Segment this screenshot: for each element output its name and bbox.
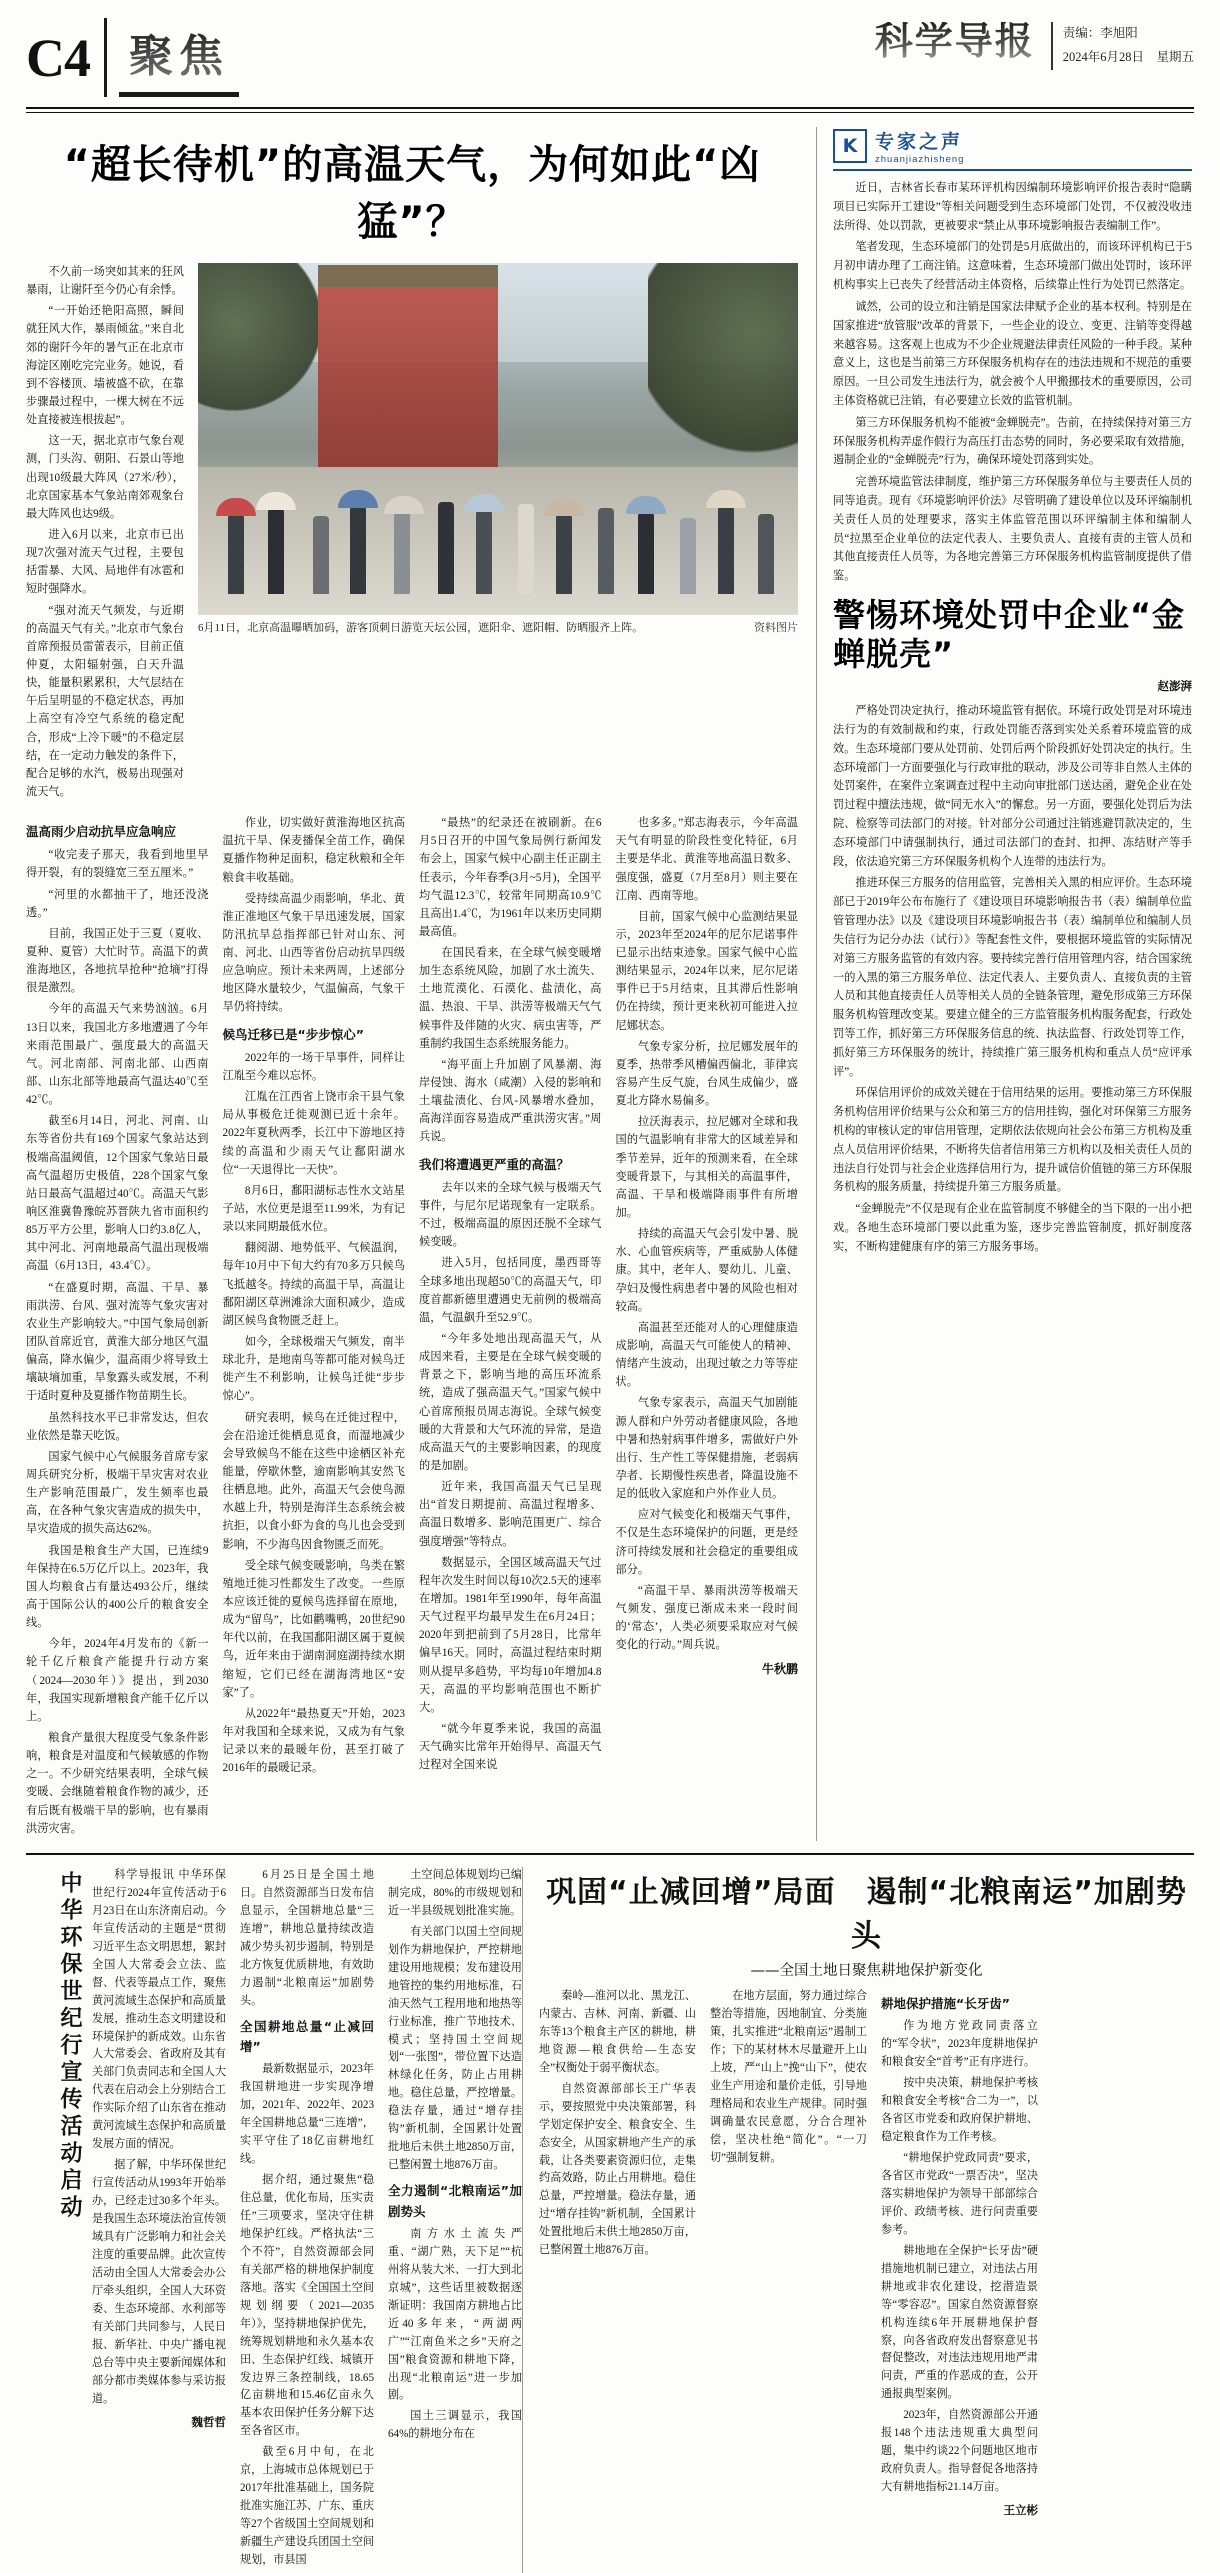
crowd-person — [518, 504, 534, 594]
paragraph: 气象专家分析，拉尼娜发展年的夏季，热带季风槽偏西偏北，菲律宾容易产生反气旋，台风生成偏少，盛夏北方降水易偏多。 — [615, 1040, 798, 1108]
expert-voice-header — [833, 127, 1192, 171]
paragraph: 自然资源部部长王广华表示，要按照党中央决策部署，科学划定保护安全、粮食安全、生态安全，从国家耕地产生产的承载，让各类要素资源归位，走集约高效路，防止占用耕地。稳住总量，严控增量。稳法存量，通过“增存挂钩”新机制，全国累计处置批地后未供土地2850万亩，已整闲置土地876万亩。 — [539, 2082, 696, 2257]
paragraph: “金蝉脱壳”不仅是现有企业在监管制度不够健全的当下限的一出小把戏。各地生态环境部门要以此重为鉴，逐步完善监管制度，抓好制度落实，不断构建健康有序的第三方服务事场。 — [833, 1203, 1192, 1253]
paragraph: 气象专家表示，高温天气加剧能源人群和户外劳动者健康风险，各地中暑和热射病事件增多，需做好户外出行、生产性工等保健措施，老弱病孕者、长期慢性疾患者，降温设施不足的低收入家庭和户外作业人员。 — [615, 1397, 798, 1501]
feature-column-2 — [223, 814, 406, 1841]
paragraph: 诚然，公司的设立和注销是国家法律赋予企业的基本权利。特别是在国家推进“放管服”改革的背景下，一些企业的设立、变更、注销等变得越来越容易。这客观上也成为不少企业规避法律责任风险的一种手段。某种意义上，这也是当前第三方环保服务机构存在的违法违规和不规范的重要原因。一旦公司发生违法行为，就会被个人甲搬挪技术的重要原因，公司主体资格就已注销，有必要建立长效的监管机制。 — [833, 300, 1192, 407]
right-column — [816, 127, 1192, 1841]
paragraph: 2023年，自然资源部公开通报148个违法违规重大典型问题，集中约谈22个问题地区地市政府负责人。指导督促各地落持大有耕地指标21.14万亩。 — [881, 2409, 1038, 2494]
bottom-right-column-2 — [710, 1988, 867, 2520]
feature-headline: “超长待机”的高温天气，为何如此“凶猛”？ — [63, 142, 761, 245]
bottom-right-headline: 巩固“止减回增”局面 遏制“北粮南运”加剧势头 — [546, 1874, 1187, 1954]
crowd-person — [718, 506, 734, 594]
paragraph: 目前，我国正处于三夏（夏收、夏种、夏管）大忙时节。高温下的黄淮海地区，各地抗旱抢种“抢墒”打得很是激烈。 — [26, 927, 209, 995]
paragraph: 今年，2024年4月发布的《新一轮千亿斤粮食产能提升行动方案（2024—2030年）》提出，到2030年，我国实现新增粮食产能千亿斤以上。 — [26, 1638, 209, 1723]
feature-photo — [198, 263, 798, 615]
paragraph: 笔者发现，生态环境部门的处罚是5月底做出的，而该环评机构已于5月初申请办理了工商注销。这意味着，生态环境部门做出处罚时，该环评机构事实上已丧失了经营活动主体资格，后续靠止性行为处罚已然落定。 — [833, 241, 1192, 292]
paragraph: 也多多。”郑志海表示，今年高温天气有明显的阶段性变化特征，6月主要是华北、黄淮等地高温日数多、强度强，盛夏（7月至8月）则主要在江南、西南等地。 — [615, 817, 798, 902]
expert-headline: 警惕环境处罚中企业“金蝉脱壳” — [833, 596, 1186, 674]
paragraph: 严格处罚决定执行，推动环境监管有据依。环境行政处罚是对环境违法行为的有效制裁和约束，行政处罚能否落到实处关系着环境监管的成效。生态环境部门要从处罚前、处罚后两个阶段抓好处罚决定的执行。生态环境部门一方面要强化与行政审批的联动，涉及公司等非自然人主体的处罚案件，在案件立案调查过程中主动向审批部门送达函，避免企业在处罚过程中擅法违规，做“同无水入”的懈怠。另一方面，要强化处罚后为法院、检察等司法部门的对接。针对部分公司通过注销逃避罚款决定的，生态环境部门中请强制执行，通过司法部门的查封、扣押、冻结财产等手段，依法追究第三方环保服务机构个人连带的违法行为。 — [833, 705, 1192, 868]
feature-column-1b — [26, 814, 209, 1841]
bottom-right-column-3 — [881, 1988, 1038, 2520]
masthead-right — [875, 18, 1194, 70]
paragraph: 推进环保三方服务的信用监管，完善相关入黑的相应评价。生态环境部已于2019年公布布施行了《建设项目环境影响报告书（表）编制单位监管管理办法》以及《建设项目环境影响报告书（表）编制单位和编制人员失信行为记分办法（试行）》等配套性文件，要根据环境监管的实际情况对第三方服务监管的有效内容。要持续完善行信用管理内容，结合国家统一的入黑的第三方服务单位、法定代表人、主要负责人、直接负责的主管人员和其他直接责任人员等相关人员的全链条管理，避免形成第三方环保服务机构管理改变某。要建立健全的三方监管服务机构服务配套，行政处罚等工作，抓好第三方环保服务信息的统、执法监督、行政处罚等工作，抓好第三方环保服务的统计，持续推广第三服务机构和重点人员“应评承评”。 — [833, 877, 1192, 1078]
bottom-right-columns — [539, 1988, 1194, 2520]
paragraph: 受持续高温少雨影响，华北、黄淮正准地区气象干旱迅速发展，国家防汛抗旱总指挥部已针对山东、河南、河北、山西等省份启动抗旱四级应急响应。预计未来两周，上述部分地区降水量较少，气温偏高，气象干旱仍将持续。 — [222, 892, 405, 1014]
crowd-person — [598, 508, 614, 594]
paragraph: 今年的高温天气来势汹汹。6月13日以来，我国北方多地遭遇了今年来雨范围最广、强度最大的高温天气。河北南部、河南北部、山西南部、山东北部等地最高气温达40℃至42℃。 — [26, 1003, 209, 1107]
crowd-umbrella — [384, 496, 424, 514]
bottom-left-author: 魏哲哲 — [191, 2414, 226, 2429]
crowd-person — [228, 514, 244, 594]
crowd-person — [638, 512, 654, 594]
paragraph: “在盛夏时期，高温、干旱、暴雨洪涝、台风、强对流等气象灾害对农业生产影响较大。”中国气象局创新团队首席近官，黄淮大部分地区气温偏高，降水偏少，温高雨少将导致土壤缺墒加重，旱象露头或发展，不利于适时夏种及夏播作物苗期生长。 — [26, 1281, 209, 1403]
feature-subhead-3: 我们将遭遇更严重的高温？ — [419, 1156, 570, 1172]
paragraph: 持续的高温天气会引发中暑、脱水、心血管疾病等，严重威胁人体健康。其中，老年人、婴幼儿、儿童、孕妇及慢性病患者中暑的风险也相对较高。 — [615, 1228, 798, 1313]
paragraph: 去年以来的全球气候与极端天气事件，与尼尔尼诺现象有一定联系。不过，极端高温的原因还脱不全球气候变暖。 — [419, 1181, 602, 1249]
paragraph: “高温干旱、暴雨洪涝等极端天气频发、强度已渐成未来一段时间的‘常态’，人类必须要采取应对气候变化的行动。”周兵说。 — [615, 1584, 798, 1652]
paragraph: 如今，全球极端天气频发，南半球北升，是地南鸟等都可能对候鸟迁徙产生不利影响，让候鸟迁徙“步步惊心”。 — [222, 1335, 405, 1403]
paragraph: 作业，切实做好黄淮海地区抗高温抗干旱、保麦播保全苗工作，确保夏播作物种足面积，稳定秋粮和全年粮食丰收基础。 — [222, 817, 405, 884]
weekday-text: 星期五 — [1156, 49, 1194, 64]
crowd-person — [556, 514, 572, 594]
paragraph: 目前，国家气候中心监测结果显示，2023年至2024年的尼尔尼诺事件已显示出结束迹象。国家气候中心监测结果显示，2024年以来，尼尔尼诺事件已于5月结束，且其滞后性影响仍在持续，预计更来秋初可能进入拉尼娜状态。 — [615, 910, 798, 1032]
paragraph: 进入6月以来，北京市已出现7次强对流天气过程，主要包括雷暴、大风、局地伴有冰雹和短时强降水。 — [26, 528, 184, 596]
crowd-person — [438, 502, 454, 594]
left-column — [26, 127, 816, 1841]
paragraph: 南方水土流失严重、“湖广熟，天下足”“杭州将从装大米、一打大到北京城”，这些话里被数据逐渐证明：我国南方耕地占比近40多年来，“两湖两广”“江南鱼米之乡”天府之国”粮食资源和耕地下降，出现“北粮南运”进一步加剧。 — [388, 2227, 522, 2402]
feature-byline: 牛秋鹏 — [761, 1662, 798, 1677]
paragraph: 据介绍，通过聚焦“稳住总量，优化布局，压实责任”三项要求，坚决守住耕地保护红线。严格执法“三个不符”，自然资源部会同有关部严格的耕地保护制度落地。落实《全国国土空间规划纲要（2021—2035年）》，坚持耕地保护优先，统筹规划耕地和永久基本农田、生态保护红线、城镇开发边界三条控制线，18.65亿亩耕地和15.46亿亩永久基本农田保护任务分解下达至各省区市。 — [240, 2173, 374, 2438]
crowd-umbrella — [256, 492, 296, 510]
crowd-umbrella — [216, 498, 256, 516]
paragraph: 有关部门以国土空间规划作为耕地保护，严控耕地建设用地规模；发布建设用地管控的集约用地标准，石油天然气工程用地和地热等行业标准，推广节地技术、模式；坚持国土空间规划“一张图”，带位置下达造林绿化任务，防止占用耕地。稳住总量，严控增量。稳法存量，通过“增存挂钩”新机制，全国累计处置批地后未供土地2850万亩，已整闲置土地876万亩。 — [388, 1925, 522, 2172]
expert-author: 赵澎湃 — [1157, 679, 1192, 694]
bottom-subhead-2: 全力遏制“北粮南运”加剧势头 — [388, 2183, 522, 2219]
bottom-right-subhead-2: 耕地保护措施“长牙齿” — [881, 1995, 1010, 2011]
photo-crowd — [198, 411, 798, 594]
crowd-person — [476, 510, 492, 594]
paragraph: “今年多处地出现高温天气，从成因来看，主要是在全球气候变暖的背景之下，影响当地的高压环流系统，造成了强高温天气。”国家气候中心首席预报员周志海说。全球气候变暖的大背景和大气环流的异常，是造成高温天气的主要影响因素，的现度的是加剧。 — [419, 1332, 602, 1472]
expert-pinyin: zhuanjiazhisheng — [875, 154, 965, 165]
paragraph: 近年来，我国高温天气已呈现出“首发日期提前、高温过程增多、高温日数增多、影响范围更广、综合强度增强”等特点。 — [419, 1481, 602, 1548]
paragraph: “最热”的纪录还在被刷新。在6月5日召开的中国气象局例行新闻发布会上，国家气候中心副主任正副主任表示，今年春季(3月~5月)，全国平均气温12.3℃，较常年同期高10.9℃且高出1.4℃，为1961年以来历史同期最高值。 — [419, 817, 602, 938]
paragraph: 第三方环保服务机构不能被“金蝉脱壳”。告前，在持续保持对第三方环保服务机构弄虚作假行为高压打击态势的同时，务必要采取有效措施，遏制企业的“金蝉脱壳”行为，确保环境处罚落到实处。 — [833, 416, 1192, 467]
paragraph: 秦岭—淮河以北、黑龙江、内蒙古、吉林、河南、新疆、山东等13个粮食主产区的耕地，耕地资源—粮食供给—生态安全”权衡处于弱平衡状态。 — [539, 1989, 696, 2074]
paragraph: 我国是粮食生产大国，已连续9年保持在6.5万亿斤以上。2023年，我国人均粮食占有量达493公斤，继续高于国际公认的400公斤的粮食安全线。 — [26, 1544, 209, 1630]
crowd-person — [350, 506, 366, 594]
bottom-area — [26, 1867, 1194, 2573]
expert-body-top — [833, 179, 1192, 586]
paragraph: “就今年夏季来说，我国的高温天气确实比常年开始得早、高温天气过程对全国来说 — [419, 1722, 602, 1772]
paragraph: 完善环境监管法律制度，维护第三方环保服务单位与主要责任人员的同等追责。现有《环境影响评价法》尽管明确了建设单位以及环评编制机关责任人员的处理要求，落实主体监管范围以环评编制主体和编制人员“拉黑至企业单位的法定代表人、主要负责人、直接有责的主管人员和其他直接责任人员等，为各地完善第三方环保服务机构监管制度提供了借鉴。 — [833, 476, 1192, 583]
bottom-vertical-title: 中华环保世纪行宣传活动启动 — [57, 1870, 82, 2222]
section-name: 聚焦 — [129, 20, 229, 84]
paragraph: “一开始还艳阳高照，瞬间就狂风大作，暴雨倾盆。”来自北郊的谢阡今年的暑气正在北京市海淀区刚吃完完业务。她说，看到不容楼顶、墙被盛不砍，在靠步骤最过程中，一棵大树在不远处直接被连根拔起”。 — [26, 305, 184, 427]
section-logo-wrap — [104, 18, 239, 97]
paragraph: 在地方层面，努力通过综合整治等措施，因地制宜、分类施策，扎实推进“北粮南运”遏制工作；下的某材林木尽量避开上山上坡，严“山上”挽“山下”，使农业生产用途和量价走低，引导地理格局和农业生产规律。同时强调确量农民意愿，分合合理补偿，坚决杜绝“简化”。“一刀切”强制复耕。 — [710, 1989, 867, 2164]
feature-subhead-2: 候鸟迁移已是“步步惊心” — [222, 1026, 364, 1042]
expert-title-group — [875, 127, 964, 165]
masthead-meta — [1051, 22, 1194, 70]
k-logo-icon: K — [833, 129, 867, 163]
paragraph: 江胤在江西省上饶市余干县气象局从事极危迁徙观测已近十余年。2022年夏秋两季，长江中下游地区持续的高温和少雨天气让鄱阳湖水位“一天退得比一天快”。 — [222, 1091, 405, 1176]
expert-body-bottom — [833, 702, 1192, 1257]
paragraph: 截至6月中旬，在北京，上海城市总体规划已于2017年批准基础上，国务院批准实施江苏、广东、重庆等27个省级国土空间规划和新疆生产建设兵团国土空间规划，市县国 — [240, 2446, 374, 2567]
paragraph: 环保信用评价的成效关键在于信用结果的运用。要推动第三方环保服务机构信用评价结果与公众和第三方的信用挂钩，强化对环保第三方服务机构的审核认定的审信用管理，定期依法依规向社会公布第三方机构及重点人员信用评价结果，不断将失信者信用第三方机构以及相关责任人员的违法自行处罚与社会企业选择信用行为，提升诚信价值链的第三方环保服务机构的服务质量，持续提升第三方服务质量。 — [833, 1087, 1192, 1194]
paragraph: 据了解，中华环保世纪行宣传活动从1993年开始举办，已经走过30多个年头。是我国生态环境法治宣传领域具有广泛影响力和社会关注度的重要品牌。此次宣传活动由全国人大常委会办公厅牵头组织，全国人大环资委、生态环境部、水利部等有关部门共同参与，人民日报、新华社、中央广播电视总台等中央主要新闻媒体和部分都市类媒体参与采访报道。 — [92, 2159, 226, 2405]
paragraph: “强对流天气频发，与近期的高温天气有关。”北京市气象台首席预报员雷蕾表示，目前正值仲夏，太阳辐射强，白天升温快，能量积累累积，大气层结在午后呈明显的不稳定状态，再加上高空有冷空气系统的稳定配合，形成“上冷下暖”的不稳定层结，在一定动力触发的条件下，配合足够的水汽，极易出现强对流天气。 — [26, 604, 184, 798]
section-logo-underline — [119, 92, 239, 97]
paragraph: 研究表明，候鸟在迁徙过程中，会在沿途迁徙栖息觅食，而湿地减少会导致候鸟不能在这些中途栖区补充能量，停歇休整，逾南影响其安然飞往栖息地。此外，高温天气会使鸟源水越上升，特别是海洋生态系统会被抗拒，以食小虾为食的鸟儿也会受到影响，不少海鸟因食物匮乏而死。 — [222, 1411, 405, 1551]
main-area — [26, 127, 1194, 1841]
crowd-umbrella — [464, 494, 504, 512]
paragraph: 6月25日是全国土地日。自然资源部当日发布信息显示，全国耕地总量“三连增”，耕地总量持续改造减少势头初步遏制，特别是北方恢复优质耕地，有效助力遏制“北粮南运”加剧势头。 — [240, 1868, 374, 2007]
crowd-person — [680, 518, 696, 594]
paragraph: 在国民看来，在全球气候变暖增加生态系统风险，加剧了水土流失、土地荒漠化、石漠化、盐渍化，高温、热浪、干旱、洪涝等极端天气气候事件及伴随的火灾、病虫害等，严重制约我国生态系统服务能力。 — [419, 947, 602, 1050]
bottom-right-author: 王立彬 — [1003, 2503, 1038, 2518]
crowd-person — [394, 512, 410, 594]
paragraph: 受全球气候变暖影响，鸟类在繁殖地迁徙习性都发生了改变。一些原本应该迁徙的夏候鸟选择留在原地，成为“留鸟”，比如鹳嘴鸭，20世纪90年代以前，在我国鄱阳湖区属于夏候鸟，近年来由于湖南洞庭湖持续水期缩短，它们已经在湖海湾地区“安家”了。 — [222, 1559, 405, 1699]
expert-title: 专家之声 — [875, 131, 964, 153]
paragraph: “收完麦子那天，我看到地里早得开裂，有的裂缝宽三至五厘米。” — [26, 849, 209, 880]
page-number: C4 — [26, 27, 90, 88]
paragraph: 翻阅湖、地势低平、气候温润，每年10月中下旬大约有70多万只候鸟飞抵越冬。持续的高温干旱，高温让鄱阳湖区草洲滩涂大面积减少，造成湖区候鸟食物匮乏赶上。 — [222, 1242, 405, 1327]
paper-name: 科学导报 — [874, 19, 1035, 63]
issue-date — [1063, 46, 1194, 70]
crowd-umbrella — [626, 496, 666, 514]
paragraph: 最新数据显示，2023年我国耕地进一步实现净增加，2021年、2022年、2023年全国耕地总量“三连增”，实平守住了18亿亩耕地红线。 — [240, 2063, 374, 2165]
masthead-rule — [26, 107, 1194, 113]
bottom-left-column-1 — [92, 1867, 226, 2573]
crowd-umbrella — [706, 490, 746, 508]
paragraph: 按中央决策，耕地保护考核和粮食安全考核“合二为一”，以各省区市党委和政府保护耕地、稳定粮食作为工作考核。 — [881, 2076, 1038, 2143]
paragraph: 土空间总体规划均已编制完成，80%的市级规划和近一半县级规划批准实施。 — [388, 1868, 522, 1917]
feature-column-3 — [419, 814, 602, 1841]
paragraph: 虽然科技水平已非常发达，但农业依然是靠天吃饭。 — [26, 1411, 209, 1442]
editor-label: 责编：李旭阳 — [1062, 26, 1138, 40]
paragraph: 不久前一场突如其来的狂风暴雨，让谢阡至今仍心有余悸。 — [26, 266, 184, 297]
paragraph: “耕地保护党政同责”要求，各省区市党政“一票否决”，坚决落实耕地保护为领导干部部综合评价、政绩考核、进行问责重要参考。 — [881, 2151, 1038, 2236]
paragraph: 科学导报讯 中华环保世纪行2024年宣传活动于6月23日在山东济南启动。今年宣传活动的主题是“贯彻习近平生态文明思想，絮封全国人大常委会立法、监督、代表等最点工作，聚焦黄河流域生态保护和高质量发展，推动生态文明建设和环境保护的新成效。山东省人大常委会、省政府及其有关部门负责同志和全国人大代表在启动会上分别结合工作实际介绍了山东省在推动黄河流域生态保护和高质量发展方面的情况。 — [92, 1868, 226, 2151]
feature-column-4 — [616, 814, 799, 1841]
paragraph: 国家气候中心气候服务首席专家周兵研究分析，极端干旱灾害对农业生产影响范围最广，发生频率也最高，在各种气象灾害造成的损失中，旱灾造成的损失高达62%。 — [26, 1450, 209, 1536]
paragraph: 截至6月14日，河北、河南、山东等省份共有169个国家气象站达到极端高温阈值，12个国家气象站日最高气温超历史极值，228个国家气象站日最高气温超过40℃。高温天气影响区淮冀鲁豫皖苏晋陕九省市面积约85万平方公里，影响人口约3.8亿人，其中河北、河南地最高气温出现极端高温（6月13日，43.4℃）。 — [26, 1115, 209, 1273]
crowd-umbrella — [544, 498, 584, 516]
section-logo — [119, 18, 239, 90]
bottom-right-subhead: ——全国土地日聚焦耕地保护新变化 — [750, 1962, 983, 1979]
masthead — [26, 0, 1194, 97]
bottom-right-column-1 — [539, 1988, 696, 2520]
paragraph: “河里的水都抽干了，地还没浇透。” — [26, 888, 209, 919]
date-text: 2024年6月28日 — [1062, 49, 1144, 64]
paragraph: 数据显示，全国区域高温天气过程年次发生时间以每10次2.5天的速率在增加。1981年至1990年，每年高温天气过程平均最早发生在6月24日；2020年到把前到了5月28日，比常年偏早16天。同时，高温过程结束时期则从提早多趋势，平均每10年增加4.8天，高温的平均影响范围也不断扩大。 — [419, 1556, 602, 1714]
feature-column-1 — [26, 263, 184, 804]
crowd-person — [268, 508, 284, 594]
photo-caption: 6月11日，北京高温曝晒加码，游客顶刺日游览天坛公园，遮阳伞、遮阳帽、防晒服齐上阵。 — [198, 622, 644, 634]
bottom-left-column-3 — [388, 1867, 522, 2573]
paragraph: 国土三调显示，我国64%的耕地分布在 — [388, 2410, 522, 2441]
paragraph: 粮食产量很大程度受气象条件影响，粮食是对温度和气候敏感的作物之一。不少研究结果表明，全球气候变暖、会继随着粮食作物的减少，还有后既有极端干旱的影响，也有暴雨洪涝灾害。 — [26, 1731, 209, 1835]
paragraph: 高温甚至还能对人的心理健康造成影响，高温天气可能使人的精神、情绪产生波动，出现过敏之力等等症状。 — [615, 1321, 798, 1389]
paragraph: 2022年的一场干旱事件，同样让江胤至今难以忘怀。 — [222, 1051, 405, 1083]
paragraph: 8月6日，鄱阳湖标志性水文站星子站，水位更是退至11.99米，为有记录以来同期最低水位。 — [222, 1184, 405, 1234]
paragraph: “海平面上升加剧了风暴潮、海岸侵蚀、海水（咸潮）入侵的影响和土壤盐渍化、台风-风暴增水叠加，高海洋面容易造成严重洪涝灾害。”周兵说。 — [419, 1058, 602, 1144]
paragraph: 这一天，据北京市气象台观测，门头沟、朝阳、石景山等地出现10级最大阵风（27米/秒），北京国家基本气象站南郊观象台最大阵风也达9级。 — [26, 435, 184, 520]
crowd-umbrella — [338, 490, 378, 508]
bottom-subhead-1: 全国耕地总量“止减回增” — [240, 2018, 374, 2054]
photo-caption-row — [198, 620, 798, 637]
photo-source: 资料图片 — [754, 622, 798, 634]
bottom-right-article — [522, 1867, 1194, 2573]
feature-body-columns — [26, 814, 798, 1841]
bottom-left-column-2 — [240, 1867, 374, 2573]
paragraph: 近日，吉林省长春市某环评机构因编制环境影响评价报告表时“隐瞒项目已实际开工建设”等相关问题受到生态环境部门处罚，不仅被没收违法所得、处以罚款，更被要求“禁止从事环境影响报告表编制工作”。 — [833, 182, 1192, 232]
paragraph: 耕地地在全保护“长牙齿”硬措施地机制已建立，对违法占用耕地或非农化建设，挖潜造景等“零容忍”。国家自然资源督察机构连续6年开展耕地保护督察，向各省政府发出督察意见书督促整改，对违法违规用地严肃问责，严重的作恶成的查，公开通报典型案例。 — [881, 2244, 1038, 2401]
paragraph: 从2022年“最热夏天”开始，2023年对我国和全球来说，又成为有气象记录以来的最暖年份，甚至打破了2016年的最暖记录。 — [222, 1707, 405, 1775]
masthead-left — [26, 18, 239, 97]
crowd-person — [313, 516, 329, 594]
paragraph: 作为地方党政同责落立的“军令状”，2023年度耕地保护和粮食安全“首考”正有序进行。 — [881, 2020, 1038, 2068]
section-divider — [26, 1853, 1194, 1855]
paragraph: 拉沃海表示，拉尼娜对全球和我国的气温影响有非常大的区域差异和季节差异，近年的预测来看，在全球变暖背景下，与其相关的高温事件，高温、干旱和极端降雨事件有所增加。 — [615, 1116, 798, 1220]
feature-subhead-1: 温高雨少启动抗旱应急响应 — [26, 824, 177, 840]
paragraph: 应对气候变化和极端天气事件，不仅是生态环境保护的问题，更是经济可持续发展和社会稳定的重要组成部分。 — [615, 1509, 798, 1576]
feature-photo-block — [198, 263, 798, 804]
feature-top — [26, 263, 798, 804]
crowd-person — [758, 514, 774, 594]
paragraph: 进入5月，包括同度，墨西哥等全球多地出现超50℃的高温天气，印度首都新德里遭遇史无前例的极端高温，气温飙升至52.9℃。 — [419, 1257, 602, 1324]
bottom-left-columns — [82, 1867, 522, 2573]
photo-tree-left — [198, 263, 318, 413]
